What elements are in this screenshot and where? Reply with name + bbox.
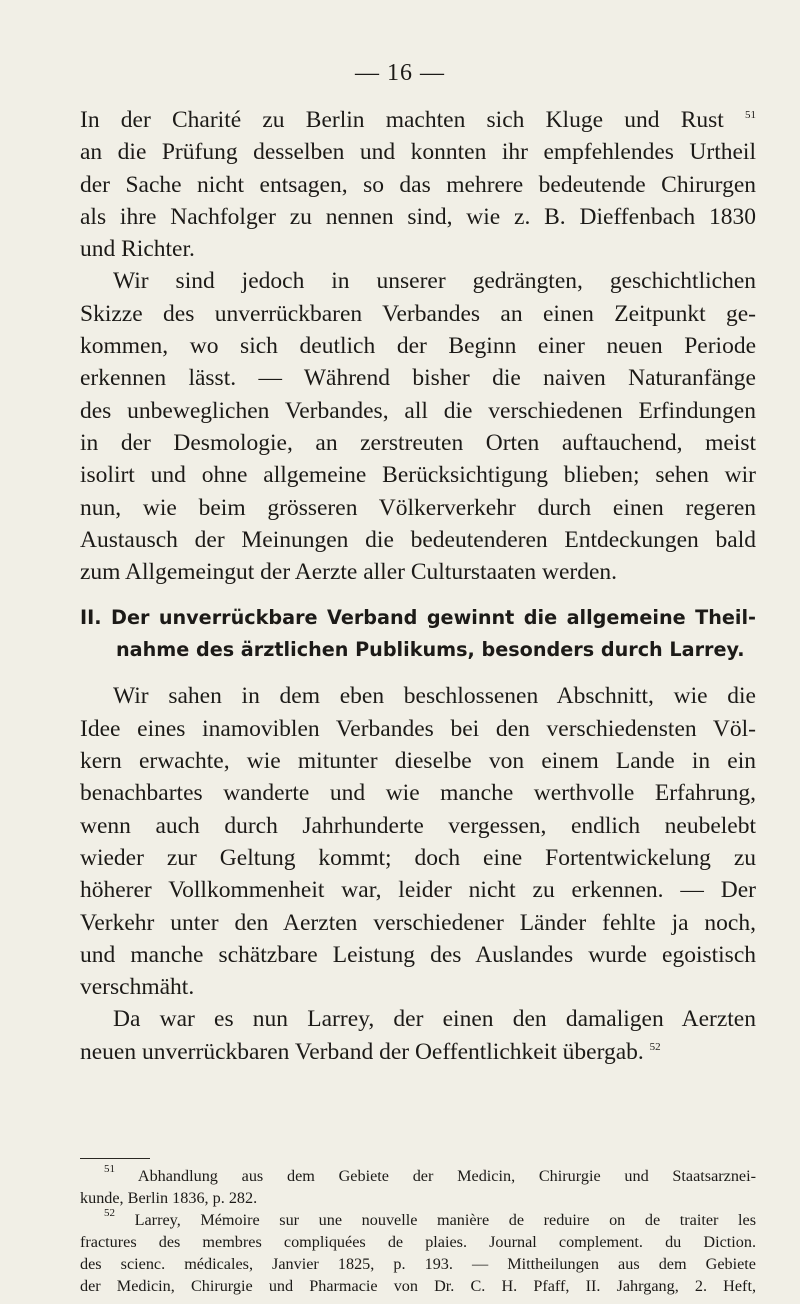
body-text (80, 104, 756, 1068)
footnote-line: der Medicin, Chirurgie und Pharmacie von Dr. C. H. Pfaff, II. Jahrgang, 2. Heft, (80, 1277, 756, 1295)
section-heading-line: nahme des ärztlichen Publikums, besonders durch Larrey. (116, 638, 745, 662)
text-line: als ihre Nachfolger zu nennen sind, wie z. B. Dieffenbach 1830 (80, 203, 756, 230)
paragraph-periode (80, 265, 756, 588)
text-line: In der Charité zu Berlin machten sich Kluge und Rust $^{51}$ (80, 107, 757, 133)
paragraph-charite (80, 104, 756, 265)
footnote-marker: 51 (104, 1163, 115, 1175)
text-line: wenn auch durch Jahrhunderte vergessen, endlich neubelebt (80, 812, 756, 839)
footnote-line: des scienc. médicales, Janvier 1825, p. 193. — Mittheilungen aus dem Gebiete (80, 1255, 756, 1273)
text-line: zum Allgemeingut der Aerzte aller Culturstaaten werden. (80, 559, 618, 586)
text-line: nun, wie beim grösseren Völkerverkehr durch einen regeren (80, 494, 756, 521)
text-line: Da war es nun Larrey, der einen den damaligen Aerzten (113, 1006, 756, 1033)
text-line: und manche schätzbare Leistung des Auslandes wurde egoistisch (80, 941, 756, 968)
footnote-line: kunde, Berlin 1836, p. 282. (80, 1189, 258, 1207)
text-line: an die Prüfung desselben und konnten ihr empfehlendes Urtheil (80, 139, 756, 166)
footnotes (80, 1158, 756, 1297)
footnote-52 (80, 1209, 756, 1297)
text-line: Verkehr unter den Aerzten verschiedener Länder fehlte ja noch, (80, 909, 756, 936)
footnote-ref[interactable]: 51 (745, 109, 757, 121)
text-line: in der Desmologie, an zerstreuten Orten auftauchend, meist (80, 429, 756, 456)
text-line: höherer Vollkommenheit war, leider nicht zu erkennen. — Der (80, 877, 756, 904)
text-line: isolirt und ohne allgemeine Berücksichtigung blieben; sehen wir (80, 462, 756, 489)
text-line: Idee eines inamoviblen Verbandes bei den verschiedensten Völ- (80, 715, 756, 742)
text-line: Skizze des unverrückbaren Verbandes an einen Zeitpunkt ge- (80, 300, 756, 327)
text-line: benachbartes wanderte und wie manche werthvolle Erfahrung, (80, 780, 756, 807)
text-line: kern erwachte, wie mitunter dieselbe von einem Lande in ein (80, 748, 756, 775)
footnote-51 (80, 1165, 756, 1209)
text-line: verschmäht. (80, 974, 195, 1001)
footnote-ref[interactable]: 52 (649, 1040, 661, 1053)
footnote-line: $^{52}$ Larrey, Mémoire sur une nouvelle manière de reduire on de traiter les (104, 1207, 756, 1229)
paragraph-larrey-intro (80, 680, 756, 1003)
footnote-divider (80, 1158, 150, 1159)
text-line: neuen unverrückbaren Verband der Oeffentlichkeit übergab. $^{52}$ (80, 1038, 661, 1065)
footnote-line: $^{51}$ Abhandlung aus dem Gebiete der Medicin, Chirurgie und Staatsarznei- (104, 1163, 757, 1185)
page-number-header: — 16 — (355, 60, 445, 86)
text-line: Wir sind jedoch in unserer gedrängten, geschichtlichen (113, 268, 756, 295)
footnote-marker: 52 (104, 1207, 115, 1219)
paragraph-larrey (80, 1003, 756, 1068)
section-heading (80, 602, 756, 666)
text-line: der Sache nicht entsagen, so das mehrere bedeutende Chirurgen (80, 171, 756, 198)
section-heading-line: II. Der unverrückbare Verband gewinnt die allgemeine Theil- (80, 606, 756, 630)
text-line: erkennen lässt. — Während bisher die naiven Naturanfänge (80, 365, 756, 392)
text-line: wieder zur Geltung kommt; doch eine Fortentwickelung zu (80, 844, 756, 871)
text-line: kommen, wo sich deutlich der Beginn einer neuen Periode (80, 333, 756, 360)
footnote-line: fractures des membres compliquées de plaies. Journal complement. du Diction. (80, 1233, 756, 1251)
text-line: Austausch der Meinungen die bedeutenderen Entdeckungen bald (80, 526, 756, 553)
text-line: Wir sahen in dem eben beschlossenen Abschnitt, wie die (113, 683, 756, 710)
text-line: des unbeweglichen Verbandes, all die verschiedenen Erfindungen (80, 397, 756, 424)
text-line: und Richter. (80, 236, 195, 263)
